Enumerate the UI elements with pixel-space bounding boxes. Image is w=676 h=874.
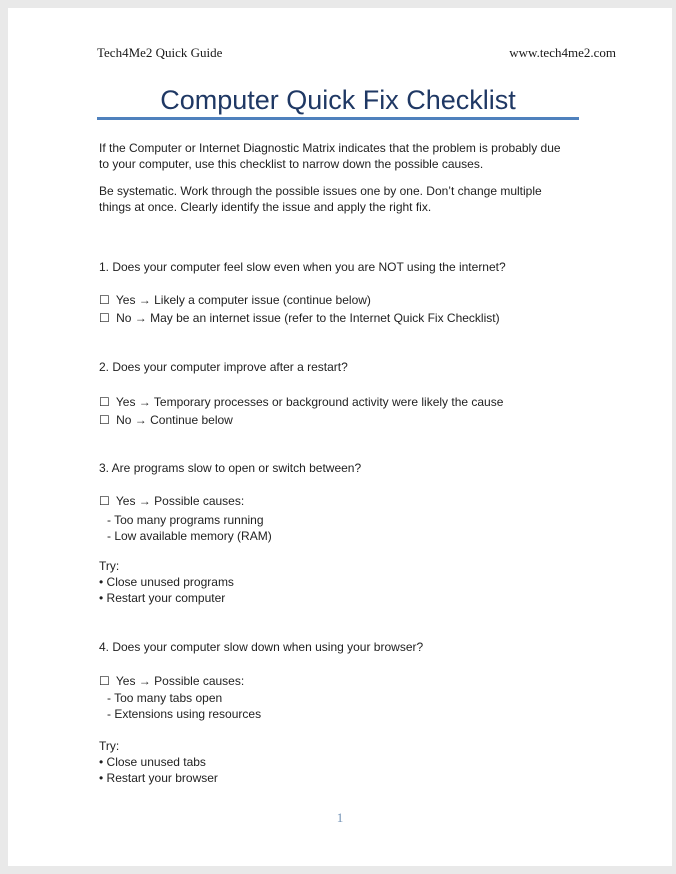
intro-line: to your computer, use this checklist to narrow down the possible causes. [99, 157, 484, 171]
option-no [99, 309, 672, 327]
header-website: www.tech4me2.com [509, 45, 616, 60]
question-3-try [99, 558, 672, 606]
option-label: No → Continue below [116, 413, 233, 427]
intro-line: things at once. Clearly identify the issue and apply the right fix. [99, 200, 432, 214]
question-4: 4. Does your computer slow down when using your browser? [99, 640, 424, 654]
option-label: Yes → Possible causes: [115, 674, 245, 688]
try-item: • Restart your browser [99, 771, 218, 785]
question-1: 1. Does your computer feel slow even when you are NOT using the internet? [99, 260, 506, 274]
cause-item: - Low available memory (RAM) [107, 529, 272, 543]
cause-item: - Too many tabs open [107, 691, 223, 705]
checkbox-icon: ☐ [99, 413, 110, 427]
option-yes [99, 291, 672, 309]
document-page [8, 8, 672, 866]
option-label: Yes → Temporary processes or background activity were likely the cause [115, 395, 504, 409]
document-body [99, 140, 672, 786]
header-guide-name: Tech4Me2 Quick Guide [97, 45, 223, 60]
checkbox-icon: ☐ [99, 674, 110, 688]
page-number: 1 [336, 810, 344, 825]
option-yes [99, 492, 672, 510]
option-yes [99, 672, 672, 690]
try-item: • Restart your computer [99, 591, 226, 605]
question-3-causes [99, 512, 672, 544]
option-label: Yes → Likely a computer issue (continue below) [115, 293, 371, 307]
question-3: 3. Are programs slow to open or switch between? [99, 461, 362, 475]
try-label: Try: [99, 739, 120, 753]
try-item: • Close unused programs [99, 575, 234, 589]
cause-item: - Too many programs running [107, 513, 264, 527]
cause-item: - Extensions using resources [107, 707, 262, 721]
question-4-try [99, 738, 672, 786]
page-title: Computer Quick Fix Checklist [97, 85, 579, 120]
option-no [99, 411, 672, 429]
checkbox-icon: ☐ [99, 311, 110, 325]
question-2: 2. Does your computer improve after a restart? [99, 360, 348, 374]
question-2-options [99, 393, 672, 429]
question-4-causes [99, 690, 672, 722]
checkbox-icon: ☐ [99, 293, 110, 307]
try-label: Try: [99, 559, 120, 573]
question-1-options [99, 291, 672, 327]
intro-paragraph-2 [99, 183, 672, 215]
option-label: No → May be an internet issue (refer to the Internet Quick Fix Checklist) [116, 311, 500, 325]
option-yes [99, 393, 672, 411]
checkbox-icon: ☐ [99, 494, 110, 508]
option-label: Yes → Possible causes: [115, 494, 245, 508]
page-header [8, 8, 672, 61]
intro-paragraph-1 [99, 140, 672, 172]
intro-line: If the Computer or Internet Diagnostic Matrix indicates that the problem is probably due [99, 141, 561, 155]
try-item: • Close unused tabs [99, 755, 206, 769]
checkbox-icon: ☐ [99, 395, 110, 409]
intro-line: Be systematic. Work through the possible issues one by one. Don’t change multiple [99, 184, 542, 198]
